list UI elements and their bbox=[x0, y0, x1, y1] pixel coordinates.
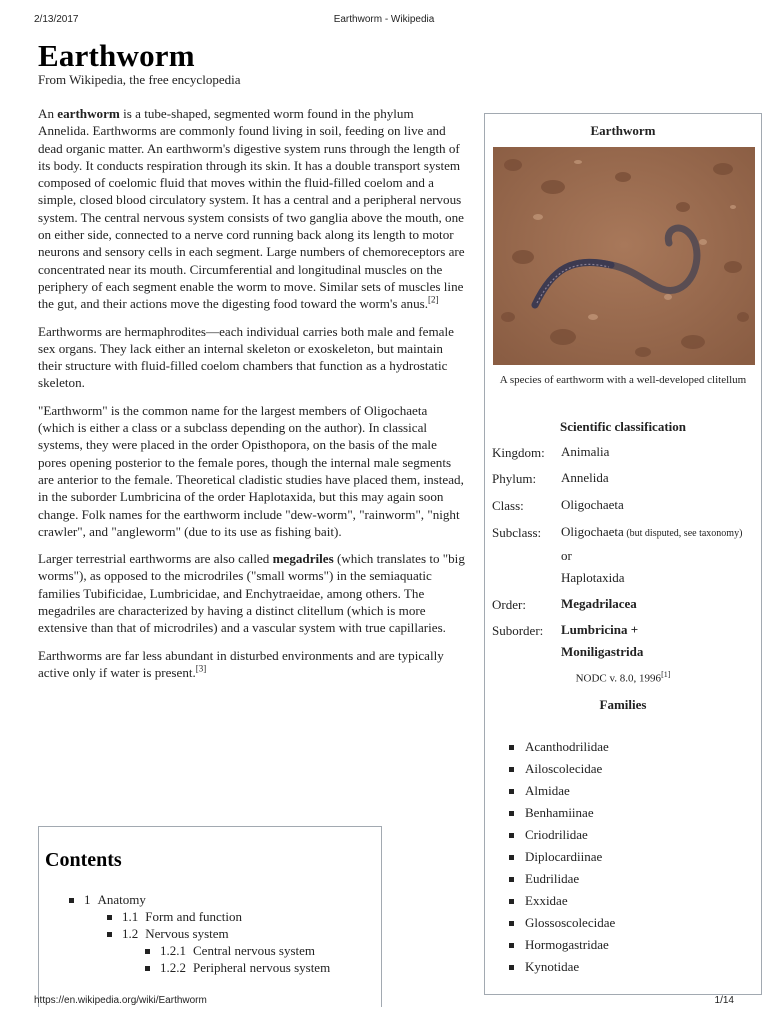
toc-item[interactable] bbox=[107, 925, 229, 942]
bullet-icon bbox=[509, 767, 514, 772]
toc-title: Contents bbox=[45, 849, 122, 871]
subclass-name[interactable]: Oligochaeta bbox=[561, 524, 624, 539]
class-label: Class: bbox=[492, 498, 524, 513]
family-item[interactable] bbox=[509, 871, 579, 887]
family-name: Diplocardiinae bbox=[525, 849, 603, 864]
bullet-icon bbox=[509, 965, 514, 970]
toc-item[interactable] bbox=[69, 891, 146, 908]
family-name: Benhamiinae bbox=[525, 805, 594, 820]
suborder-label: Suborder: bbox=[492, 623, 544, 638]
paragraph-common-name: "Earthworm" is the common name for the largest members of Oligochaeta (which is either a class or a subclass depending on the author). In classical systems, they were placed in the order Opisthopora, on the basis of the male pores opening posterior to the female pores, though the internal male segments are anterior to the female. Theoretical cladistic studies have placed them, instead, in the suborder Lumbricina of the order Haplotaxida, but this may again soon change. Folk names for the earthworm include "dew-worm", "rainworm", "night crawler", and "angleworm" (due to its use as fishing bait). bbox=[38, 402, 464, 539]
family-item[interactable] bbox=[509, 959, 579, 975]
subclass-alt-name[interactable]: Haplotaxida bbox=[561, 570, 625, 585]
bullet-icon bbox=[509, 811, 514, 816]
paragraph-intro bbox=[38, 105, 466, 313]
family-name: Exxidae bbox=[525, 893, 568, 908]
bullet-icon bbox=[509, 877, 514, 882]
toc-number: 1.2.1 bbox=[160, 943, 186, 958]
paragraph-megadriles bbox=[38, 550, 466, 636]
article-body bbox=[38, 105, 466, 691]
print-url: https://en.wikipedia.org/wiki/Earthworm bbox=[34, 995, 207, 1006]
family-item[interactable] bbox=[509, 849, 602, 865]
p1-text: is a tube-shaped, segmented worm found in the phylum Annelida. Earthworms are commonly found living in soil, feeding on live and dead organic matter. An earthworm's digestive system runs through the length of its body. It conducts respiration through its skin. It has a double transport system composed of coelomic fluid that moves within the fluid-filled coelom and a simple, closed blood circulatory system. It has a central and a peripheral nervous system. The central nervous system consists of two ganglia above the mouth, one on either side, connected to a nerve cord running back along its length to motor neurons and sensory cells in each segment. Large numbers of chemoreceptors are concentrated near its mouth. Circumferential and longitudinal muscles on the periphery of each segment enable the worm to move. Similar sets of muscles line the gut, and their actions move the digesting food toward the worm's anus. bbox=[38, 106, 465, 312]
suborder-alt-name[interactable]: Moniligastrida bbox=[561, 644, 644, 659]
toc-number: 1.2 bbox=[122, 926, 139, 941]
bullet-icon bbox=[145, 966, 150, 971]
print-header bbox=[0, 14, 768, 28]
earthworm-photo[interactable] bbox=[493, 147, 755, 365]
toc-item[interactable] bbox=[145, 959, 330, 976]
bullet-icon bbox=[509, 745, 514, 750]
phylum-label: Phylum: bbox=[492, 471, 537, 486]
p5-text: Earthworms are far less abundant in disturbed environments and are typically active only if water is present. bbox=[38, 647, 444, 680]
toc-label: Anatomy bbox=[97, 892, 146, 907]
toc-number: 1.2.2 bbox=[160, 960, 186, 975]
paragraph-hermaphrodites: Earthworms are hermaphrodites—each individual carries both male and female sex organs. They lack either an internal skeleton or exoskeleton, but maintain their structure with fluid-filled coelom chambers that function as a hydrostatic skeleton. bbox=[38, 323, 454, 391]
reference-link[interactable]: [3] bbox=[195, 663, 207, 674]
p4-text: (which translates to "big worms"), as opposed to the microdriles ("small worms") in the semiaquatic families Tubificidae, Lumbricidae, and Enchytraeidae, among others. The megadriles are characterized by having a distinct clitellum (which is more extensive than that of microdriles) and a vascular system with true capillaries. bbox=[38, 551, 465, 636]
kingdom-label: Kingdom: bbox=[492, 445, 545, 460]
print-footer bbox=[0, 995, 768, 1009]
order-label: Order: bbox=[492, 597, 526, 612]
family-name: Almidae bbox=[525, 783, 570, 798]
print-page-number: 1/14 bbox=[714, 995, 734, 1006]
subclass-note: (but disputed, see taxonomy) bbox=[623, 528, 743, 539]
subclass-label: Subclass: bbox=[492, 525, 542, 540]
bullet-icon bbox=[145, 949, 150, 954]
p4-pre: Larger terrestrial earthworms are also called bbox=[38, 551, 273, 567]
suborder-value bbox=[561, 619, 643, 663]
bullet-icon bbox=[107, 915, 112, 920]
family-name: Glossoscolecidae bbox=[525, 915, 616, 930]
article-title: Earthworm bbox=[38, 38, 195, 73]
p4-bold-term: megadriles bbox=[272, 551, 334, 567]
toc-label: Central nervous system bbox=[193, 943, 316, 958]
print-date: 2/13/2017 bbox=[34, 14, 79, 25]
bullet-icon bbox=[509, 943, 514, 948]
article-tagline: From Wikipedia, the free encyclopedia bbox=[38, 72, 241, 87]
toc-label: Peripheral nervous system bbox=[193, 960, 331, 975]
reference-link[interactable]: [2] bbox=[428, 294, 439, 305]
infobox-title: Earthworm bbox=[590, 123, 656, 138]
toc-number: 1 bbox=[84, 892, 91, 907]
toc-label: Nervous system bbox=[145, 926, 229, 941]
print-title: Earthworm - Wikipedia bbox=[333, 14, 435, 25]
reference-link[interactable]: [1] bbox=[661, 670, 671, 679]
table-of-contents bbox=[38, 826, 382, 1007]
family-item[interactable] bbox=[509, 827, 588, 843]
family-name: Eudrilidae bbox=[525, 871, 580, 886]
family-item[interactable] bbox=[509, 915, 615, 931]
toc-number: 1.1 bbox=[122, 909, 139, 924]
families-heading: Families bbox=[599, 697, 647, 712]
subclass-value bbox=[561, 521, 751, 589]
family-item[interactable] bbox=[509, 893, 568, 909]
order-value: Megadrilacea bbox=[561, 596, 637, 611]
p1-pre: An bbox=[38, 106, 58, 121]
class-value[interactable]: Oligochaeta bbox=[561, 497, 624, 512]
family-item[interactable] bbox=[509, 761, 602, 777]
phylum-value[interactable]: Annelida bbox=[561, 470, 609, 485]
bullet-icon bbox=[509, 833, 514, 838]
suborder-name[interactable]: Lumbricina + bbox=[561, 622, 639, 637]
bullet-icon bbox=[509, 789, 514, 794]
bullet-icon bbox=[509, 921, 514, 926]
toc-item[interactable] bbox=[145, 942, 315, 959]
toc-label: Form and function bbox=[145, 909, 243, 924]
scientific-classification-heading: Scientific classification bbox=[559, 419, 686, 434]
bullet-icon bbox=[509, 899, 514, 904]
family-name: Hormogastridae bbox=[525, 937, 609, 952]
bullet-icon bbox=[69, 898, 74, 903]
family-name: Kynotidae bbox=[525, 959, 580, 974]
family-name: Criodrilidae bbox=[525, 827, 588, 842]
family-item[interactable] bbox=[509, 783, 570, 799]
family-name: Acanthodrilidae bbox=[525, 739, 609, 754]
family-item[interactable] bbox=[509, 805, 594, 821]
nodc-citation bbox=[485, 670, 761, 685]
kingdom-value: Animalia bbox=[561, 444, 610, 459]
p1-bold-term: earthworm bbox=[57, 106, 120, 121]
paragraph-abundance bbox=[38, 647, 466, 682]
family-item[interactable] bbox=[509, 739, 609, 755]
family-name: Ailoscolecidae bbox=[525, 761, 603, 776]
image-caption: A species of earthworm with a well-developed clitellum bbox=[499, 374, 747, 386]
bullet-icon bbox=[107, 932, 112, 937]
nodc-text: NODC v. 8.0, 1996 bbox=[575, 672, 662, 685]
family-item[interactable] bbox=[509, 937, 609, 953]
bullet-icon bbox=[509, 855, 514, 860]
infobox bbox=[484, 113, 762, 995]
toc-item[interactable] bbox=[107, 908, 242, 925]
subclass-or: or bbox=[561, 548, 572, 563]
